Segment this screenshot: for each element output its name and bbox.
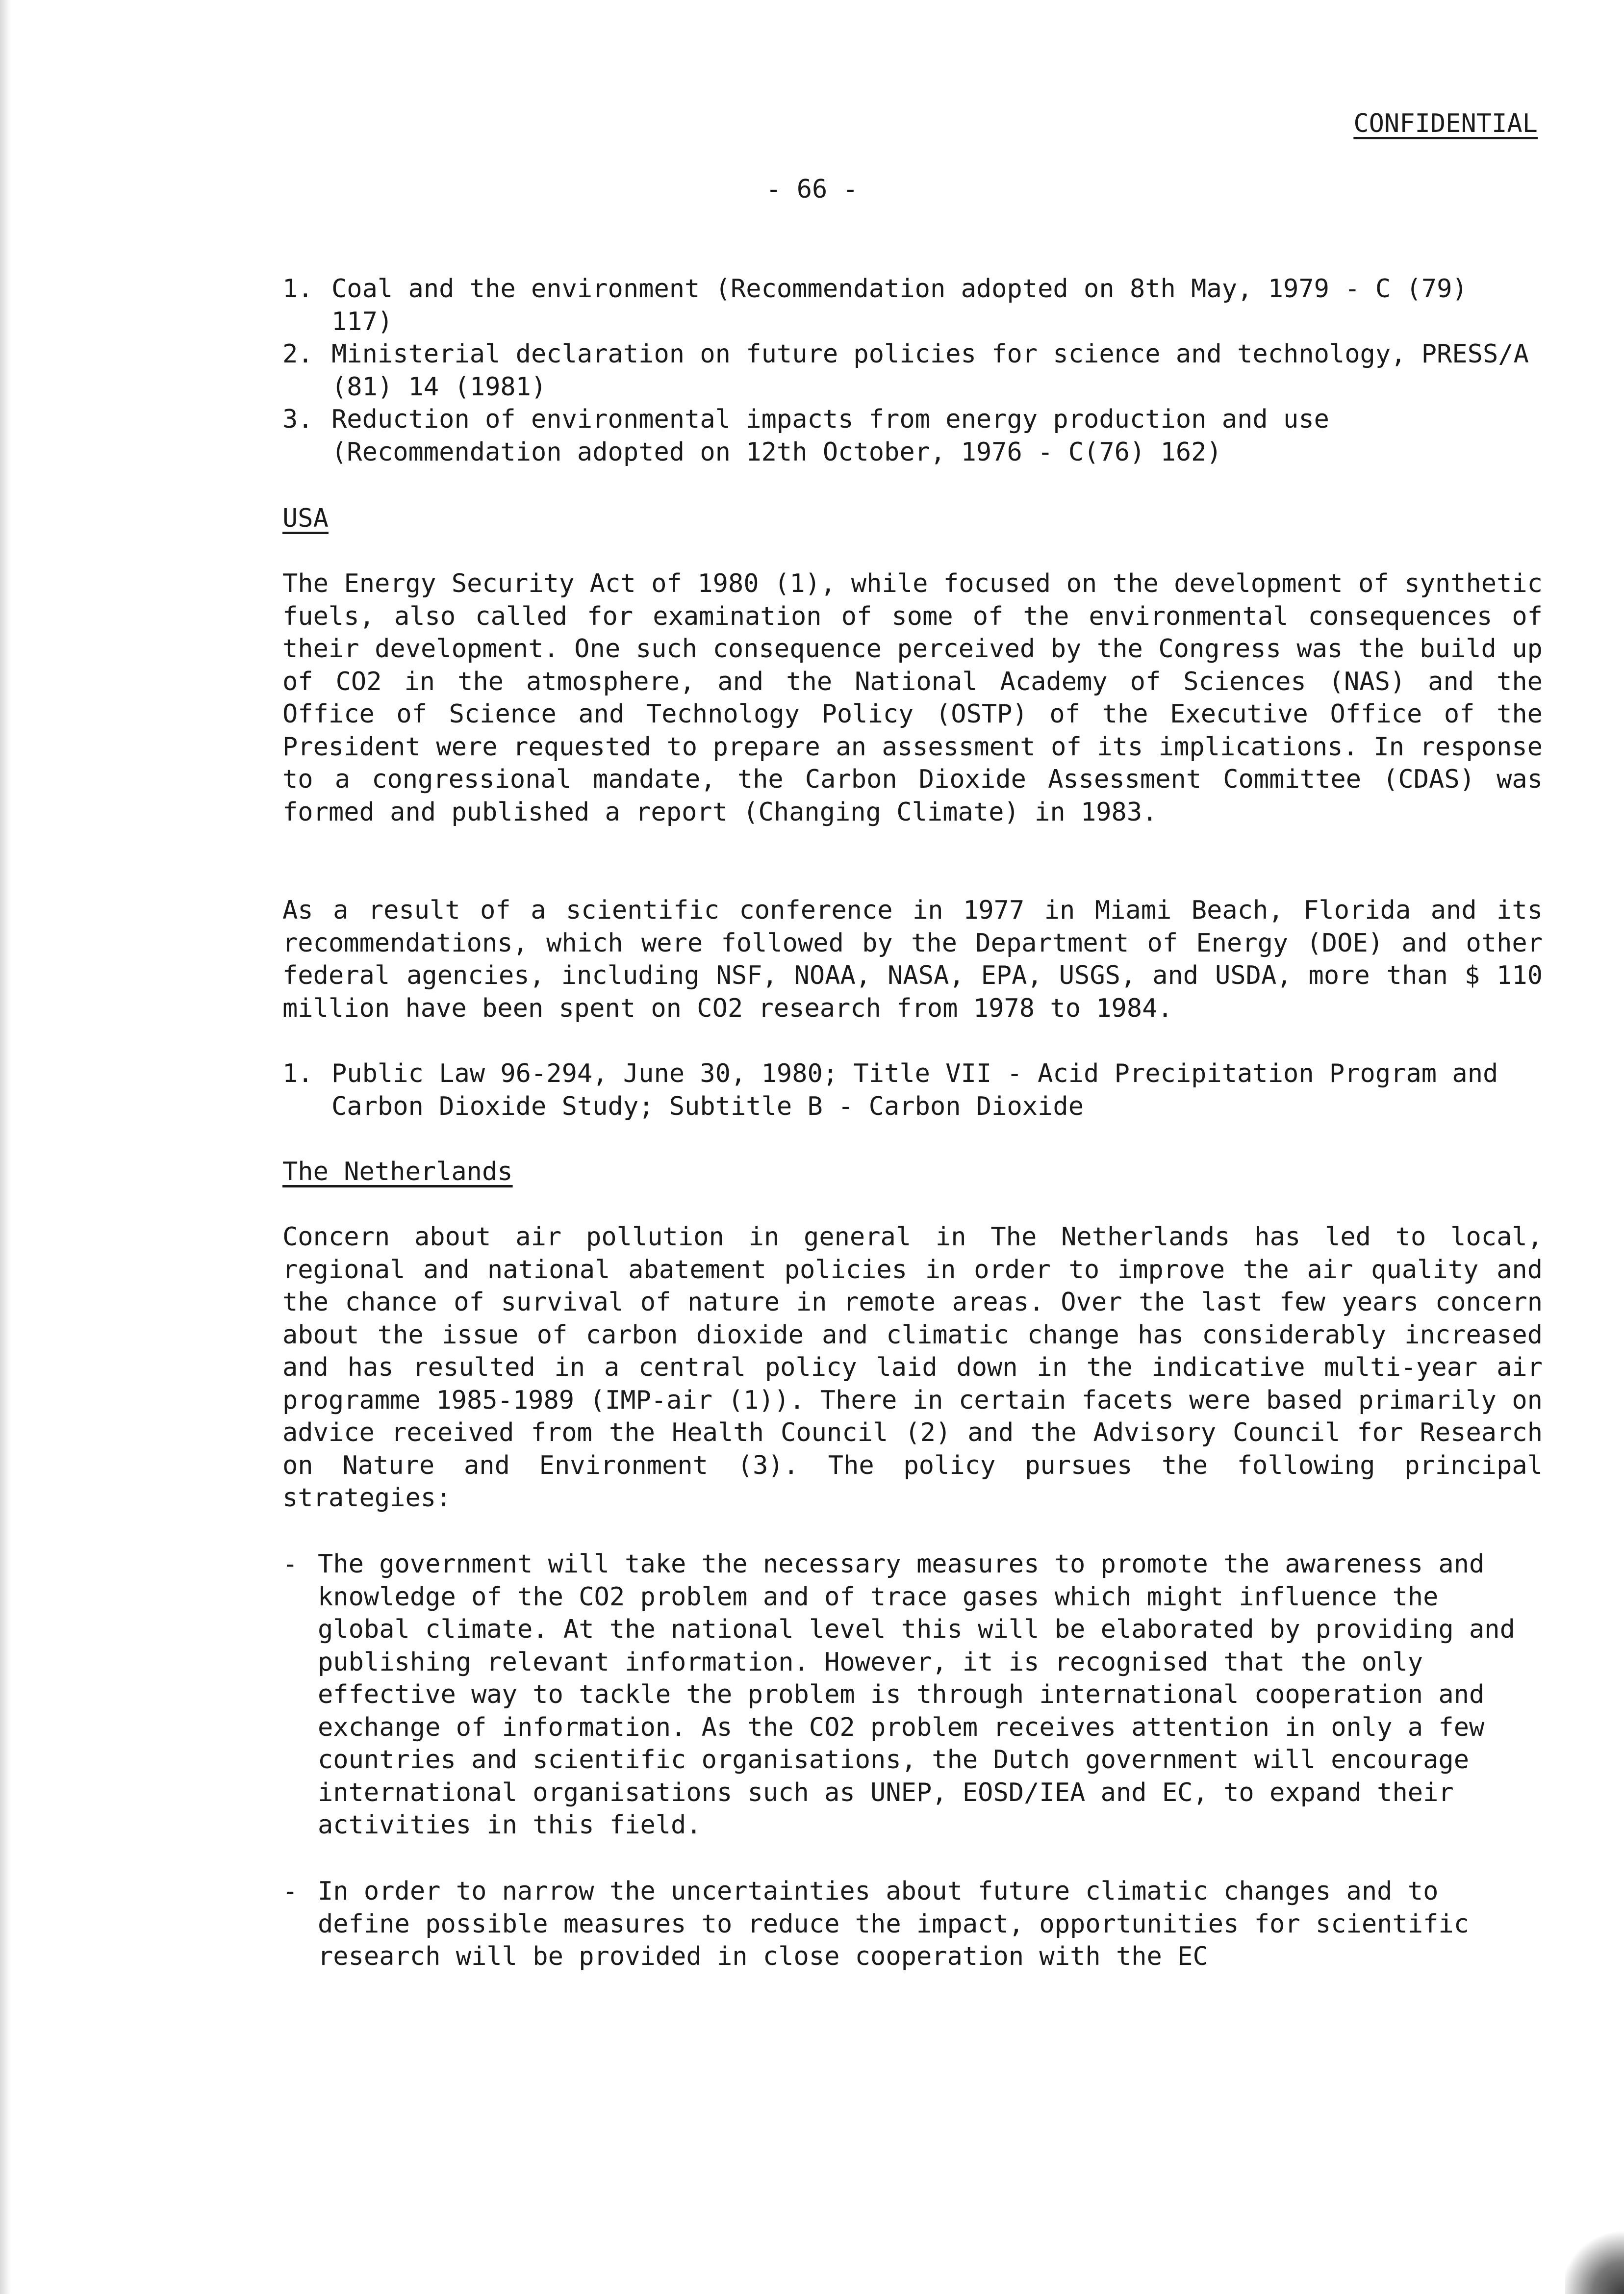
list-item bbox=[282, 1548, 1543, 1842]
strategy-bullet-2 bbox=[282, 1875, 1543, 1973]
list-item-text: Reduction of environmental impacts from energy production and use (Recommendation adopted on 12th October, 1976 - C(76) 162) bbox=[331, 405, 1329, 467]
list-item bbox=[282, 1875, 1543, 1973]
footnote-number: 1. bbox=[282, 1059, 313, 1088]
page-edge-shadow bbox=[0, 0, 11, 2294]
bullet-dash: - bbox=[282, 1549, 298, 1579]
strategy-bullet-1 bbox=[282, 1548, 1543, 1842]
list-item-number: 1. bbox=[282, 274, 313, 304]
list-item-text: Ministerial declaration on future policies for science and technology, PRESS/A (81) 14 (1981) bbox=[331, 339, 1529, 402]
bullet-text: In order to narrow the uncertainties about future climatic changes and to define possible measures to reduce the impact, opportunities for scientific research will be provided in close cooperation with the EC bbox=[318, 1877, 1469, 1971]
list-item bbox=[282, 338, 1543, 403]
usa-paragraph-1: The Energy Security Act of 1980 (1), while focused on the development of synthetic fuels, also called for examination of some of the environmental consequences of their development. One such consequence perceived by the Congress was the build up of CO2 in the atmosphere, and the National Academy of Sciences (NAS) and the Office of Science and Technology Policy (OSTP) of the Executive Office of the President were requested to prepare an assessment of its implications. In response to a congressional mandate, the Carbon Dioxide Assessment Committee (CDAS) was formed and published a report (Changing Climate) in 1983. bbox=[282, 569, 1543, 827]
list-item-text: Coal and the environment (Recommendation adopted on 8th May, 1979 - C (79) 117) bbox=[331, 274, 1468, 336]
list-item-number: 2. bbox=[282, 339, 313, 369]
netherlands-paragraph-1: Concern about air pollution in general in The Netherlands has led to local, regional and national abatement policies in order to improve the air quality and the chance of survival of nature in remote areas. Over the last few years concern about the issue of carbon dioxide and climatic change has considerably increased and has resulted in a central policy laid down in the indicative multi-year air programme 1985-1989 (IMP-air (1)). There in certain facets were based primarily on advice received from the Health Council (2) and the Advisory Council for Research on Nature and Environment (3). The policy pursues the following principal strategies: bbox=[282, 1222, 1543, 1513]
usa-footnote bbox=[282, 1057, 1543, 1123]
list-item bbox=[282, 403, 1543, 468]
section-heading-usa: USA bbox=[282, 504, 329, 533]
classification-label: CONFIDENTIAL bbox=[1353, 109, 1538, 138]
bullet-text: The government will take the necessary measures to promote the awareness and knowledge of the CO2 problem and of trace gases which might influence the global climate. At the national level this will be elaborated by providing and publishing relevant information. However, it is recognised that the only effective way to tackle the problem is through international cooperation and exchange of information. As the CO2 problem receives attention in only a few countries and scientific organisations, the Dutch government will encourage international organisations such as UNEP, EOSD/IEA and EC, to expand their activities in this field. bbox=[318, 1549, 1515, 1840]
page-corner-curl bbox=[1565, 2225, 1624, 2294]
section-heading-netherlands: The Netherlands bbox=[282, 1157, 513, 1186]
usa-paragraph-2: As a result of a scientific conference in 1977 in Miami Beach, Florida and its recommendations, which were followed by the Department of Energy (DOE) and other federal agencies, including NSF, NOAA, NASA, EPA, USGS, and USDA, more than $ 110 million have been spent on CO2 research from 1978 to 1984. bbox=[282, 896, 1543, 1023]
list-item bbox=[282, 273, 1543, 338]
bullet-dash: - bbox=[282, 1877, 298, 1906]
page-number: - 66 - bbox=[766, 175, 858, 204]
list-item-number: 3. bbox=[282, 405, 313, 434]
footnote-text: Public Law 96-294, June 30, 1980; Title VII - Acid Precipitation Program and Carbon Dioxide Study; Subtitle B - Carbon Dioxide bbox=[331, 1059, 1498, 1121]
footnote-item bbox=[282, 1057, 1543, 1123]
reference-list bbox=[282, 273, 1543, 468]
